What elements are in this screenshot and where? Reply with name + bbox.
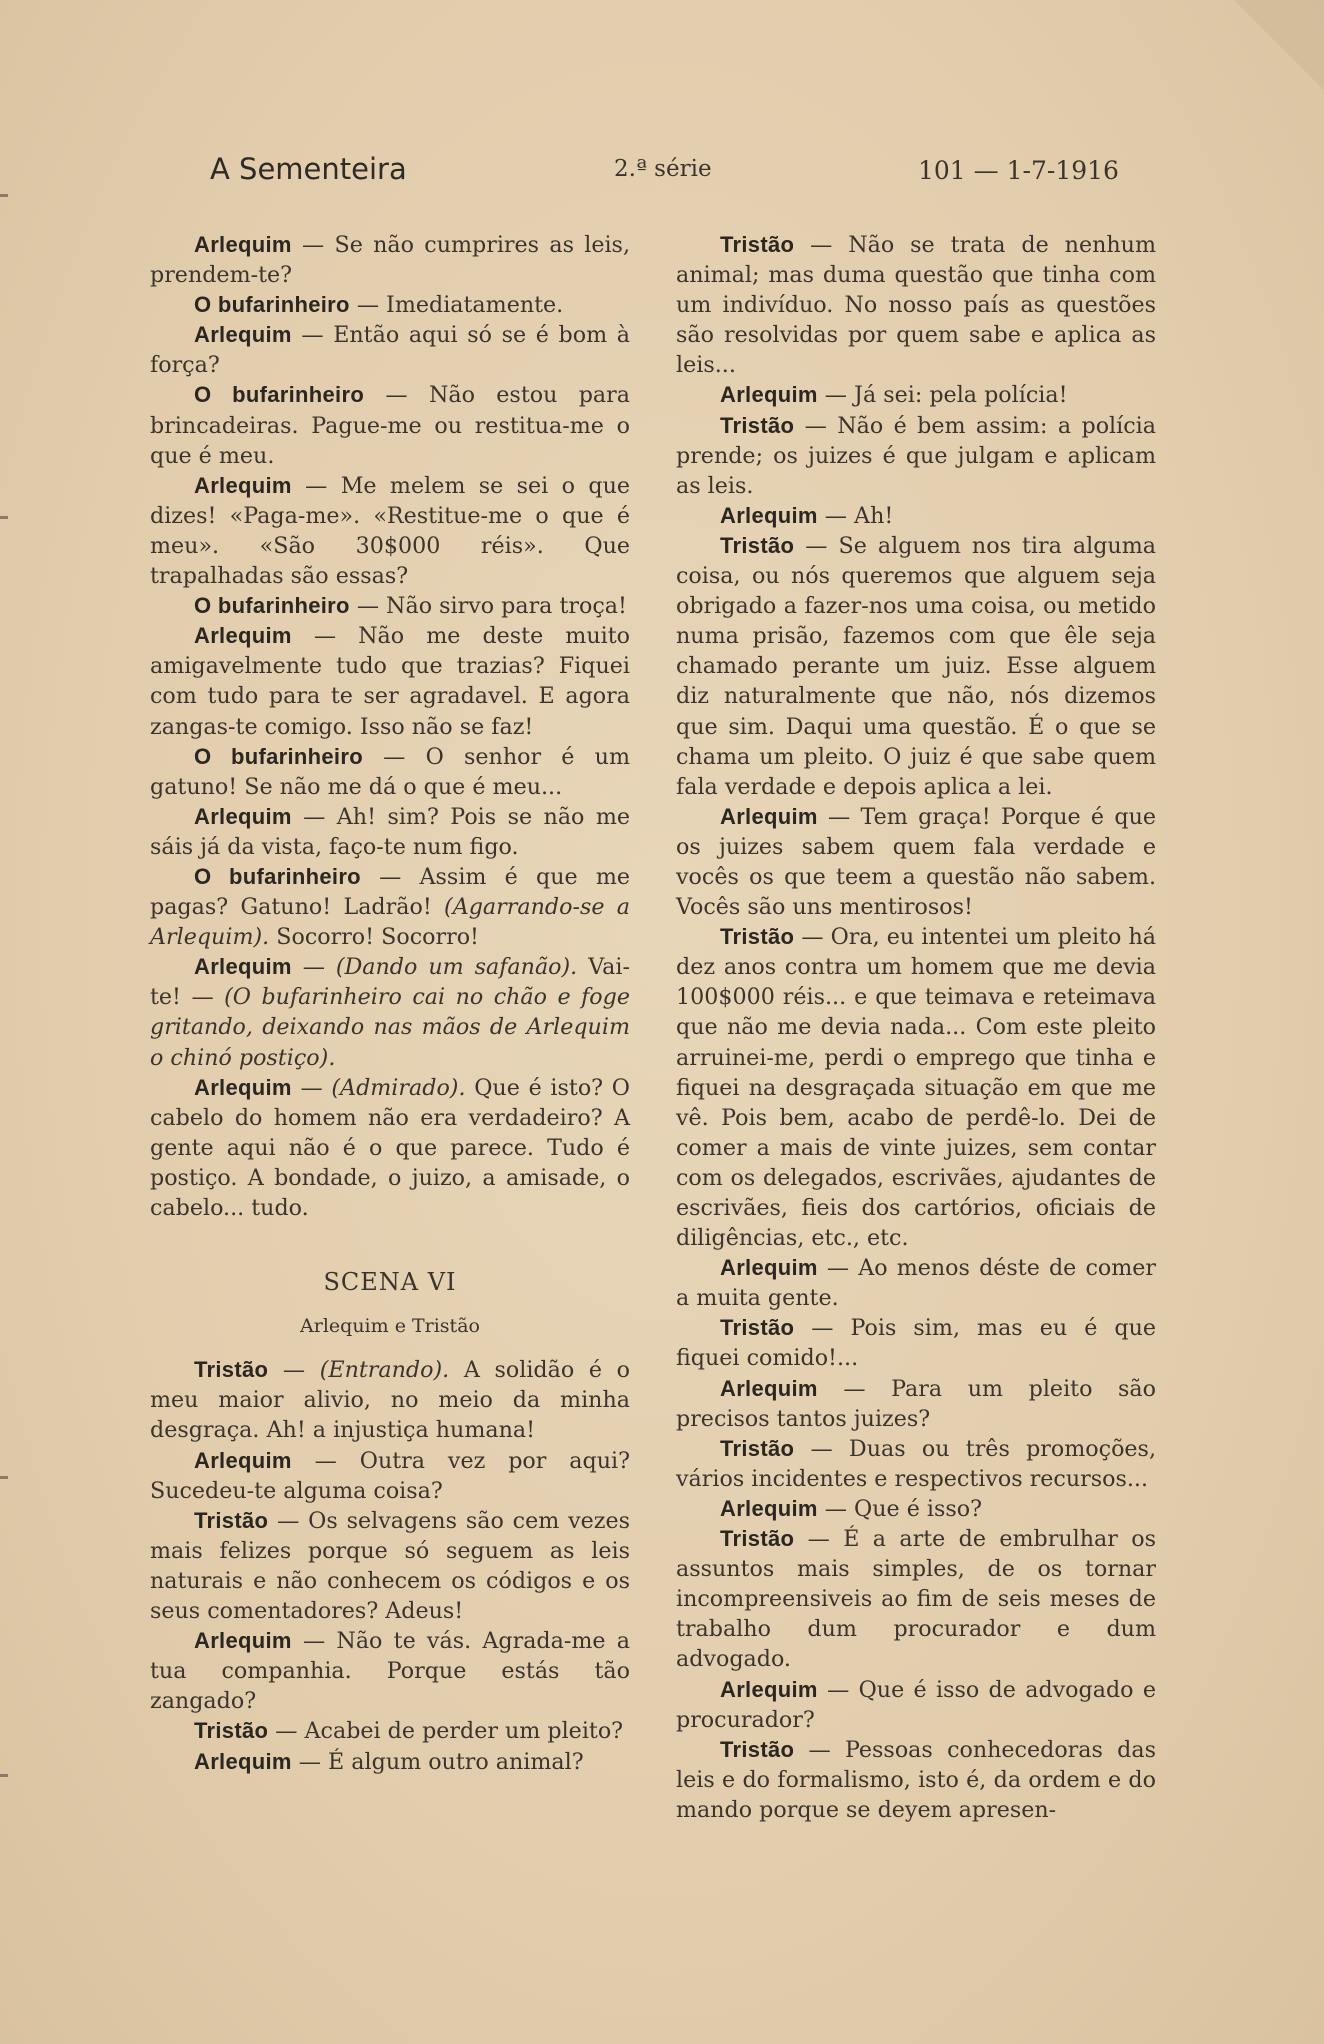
speaker-name: Tristão (720, 924, 795, 950)
dialogue-text: — É a arte de embrulhar os assuntos mais simples, de os tornar incompreensiveis ao fim de seis meses de trabalho dum procurador e dum advogado. (676, 1526, 1156, 1673)
speaker-name: Arlequim (720, 803, 818, 829)
dialogue-text: — Acabei de perder um pleito? (268, 1718, 624, 1745)
dialogue-paragraph (150, 320, 630, 380)
dialogue-paragraph (150, 1747, 630, 1777)
dialogue-paragraph (150, 1506, 630, 1626)
series-label: 2.ª série (614, 156, 712, 182)
binding-mark (0, 194, 8, 197)
speaker-name: Arlequim (720, 502, 818, 528)
dialogue-text: — Não se trata de nenhum animal; mas duma questão que tinha com um indivíduo. No nosso país as questões são resolvidas por quem sabe e aplica as leis... (676, 232, 1156, 379)
dialogue-paragraph (676, 501, 1156, 531)
speaker-name: Arlequim (194, 1447, 292, 1473)
dialogue-text: — Assim é que me pagas? Gatuno! Ladrão! (150, 863, 630, 921)
dialogue-paragraph (150, 471, 630, 591)
stage-direction: (Dando um safanão). (335, 954, 578, 981)
dialogue-text: — (291, 954, 336, 981)
dialogue-paragraph (676, 1313, 1156, 1373)
speaker-name: Arlequim (720, 1676, 818, 1702)
dialogue-text: — Pessoas conhecedoras das leis e do formalismo, isto é, da ordem e do mando porque se deyem apresen- (676, 1736, 1156, 1823)
speaker-name: Arlequim (194, 803, 292, 829)
stage-direction: (Agarrando-se a Arlequim). (150, 894, 630, 951)
dialogue-text: — Pois sim, mas eu é que fiquei comido!... (676, 1315, 1156, 1372)
dialogue-text: — Que é isso? (817, 1495, 983, 1522)
speaker-name: Tristão (194, 1357, 269, 1383)
dialogue-paragraph (150, 742, 630, 802)
speaker-name: Tristão (720, 1435, 795, 1461)
speaker-name: O bufarinheiro (194, 593, 350, 619)
dialogue-paragraph (676, 1374, 1156, 1434)
folded-corner (1234, 0, 1324, 90)
page-header (0, 152, 1324, 192)
speaker-name: O bufarinheiro (194, 382, 365, 408)
dialogue-text: — Imediatamente. (349, 292, 564, 319)
speaker-name: Arlequim (194, 954, 292, 980)
dialogue-text: Socorro! Socorro! (269, 924, 479, 951)
dialogue-text: — Que é isso de advogado e procurador? (676, 1676, 1156, 1733)
dialogue-paragraph (150, 1626, 630, 1716)
binding-mark (0, 516, 8, 519)
dialogue-text: — Se não cumprires as leis, prendem-te? (150, 232, 630, 289)
dialogue-text: — Os selvagens são cem vezes mais felizes porque só seguem as leis naturais e não conhecem os códigos e os seus comentadores? Adeus! (150, 1507, 630, 1625)
speaker-name: Arlequim (194, 1748, 292, 1774)
binding-mark (0, 1774, 8, 1777)
speaker-name: Tristão (194, 1507, 269, 1533)
speaker-name: Arlequim (720, 382, 818, 408)
speaker-name: Arlequim (194, 1628, 292, 1654)
dialogue-paragraph (676, 1434, 1156, 1494)
dialogue-text: — (291, 1074, 332, 1101)
stage-direction: (O bufarinheiro cai no chão e foge gritando, deixando nas mãos de Arlequim o chinó postiço). (150, 984, 630, 1071)
dialogue-paragraph (676, 1253, 1156, 1313)
speaker-name: Tristão (194, 1718, 269, 1744)
dialogue-paragraph (150, 952, 630, 1072)
stage-direction: (Admirado). (331, 1074, 466, 1101)
scene-cast: Arlequim e Tristão (300, 1315, 480, 1338)
dialogue-text: — Não te vás. Agrada-me a tua companhia. Porque estás tão zangado? (150, 1628, 630, 1715)
dialogue-text: — Me melem se sei o que dizes! «Paga-me». «Restitue-me o que é meu». «São 30$000 réis». Que trapalhadas são essas? (150, 472, 630, 590)
dialogue-text: — Não sirvo para troça! (349, 593, 627, 620)
dialogue-text: A solidão é o meu maior alivio, no meio da minha desgraça. Ah! a injustiça humana! (150, 1357, 630, 1444)
dialogue-paragraph (150, 591, 630, 621)
issue-number-date: 101 — 1-7-1916 (918, 156, 1119, 185)
dialogue-text: — Ah! sim? Pois se não me sáis já da vista, faço-te num figo. (150, 803, 630, 860)
scene-title: SCENA VI (323, 1268, 457, 1297)
speaker-name: Arlequim (194, 1074, 292, 1100)
speaker-name: Tristão (720, 232, 795, 257)
speaker-name: Arlequim (194, 232, 292, 257)
dialogue-paragraph (150, 802, 630, 862)
dialogue-paragraph (676, 411, 1156, 501)
dialogue-text: — O senhor é um gatuno! Se não me dá o que é meu... (150, 743, 630, 800)
speaker-name: Tristão (720, 1315, 795, 1341)
right-column (676, 230, 1156, 1825)
dialogue-paragraph (676, 802, 1156, 922)
speaker-name: Tristão (720, 532, 795, 558)
dialogue-text: — É algum outro animal? (291, 1748, 584, 1775)
dialogue-paragraph (676, 1735, 1156, 1825)
dialogue-text: — Ah! (817, 502, 894, 529)
dialogue-paragraph (150, 290, 630, 320)
dialogue-paragraph (676, 922, 1156, 1253)
dialogue-paragraph (150, 1446, 630, 1506)
speaker-name: Tristão (720, 412, 795, 438)
dialogue-text: — Não estou para brincadeiras. Pague-me ou restitua-me o que é meu. (150, 382, 630, 469)
dialogue-text: — Ora, eu intentei um pleito há dez anos contra um homem que me devia 100$000 réis... e que teimava e reteimava que não me devia nada... Com este pleito arruinei-me, perdi o emprego que tinha e fiquei na desgraçada situação em que me vê. Pois bem, acabo de perdê-lo. Dei de comer a mais de vinte juizes, sem contar com os delegados, escrivães, ajudantes de escrivães, fieis dos cartórios, oficiais de diligências, etc., etc. (676, 924, 1156, 1252)
dialogue-text: — Não é bem assim: a polícia prende; os juizes é que julgam e aplicam as leis. (676, 412, 1156, 499)
binding-mark (0, 1476, 8, 1479)
dialogue-text: — Ao menos déste de comer a muita gente. (676, 1255, 1156, 1312)
dialogue-text: — Então aqui só se é bom à força? (150, 322, 630, 379)
dialogue-text: — Duas ou três promoções, vários incidentes e respectivos recursos... (676, 1435, 1156, 1492)
dialogue-paragraph (150, 1716, 630, 1746)
speaker-name: Arlequim (194, 472, 292, 498)
speaker-name: O bufarinheiro (194, 863, 361, 889)
dialogue-text: Vai-te! — (150, 954, 631, 1011)
speaker-name: Arlequim (194, 322, 292, 348)
speaker-name: Tristão (720, 1736, 795, 1762)
speaker-name: Arlequim (720, 1375, 818, 1401)
dialogue-paragraph (150, 1073, 630, 1223)
dialogue-text: — Outra vez por aqui? Sucedeu-te alguma coisa? (150, 1447, 630, 1504)
dialogue-paragraph (150, 1355, 630, 1445)
speaker-name: Arlequim (720, 1495, 818, 1521)
dialogue-paragraph (676, 1524, 1156, 1674)
dialogue-paragraph (676, 230, 1156, 380)
dialogue-text: — Não me deste muito amigavelmente tudo que trazias? Fiquei com tudo para te ser agradavel. E agora zangas-te comigo. Isso não se faz! (150, 623, 630, 740)
publication-title: A Sementeira (210, 152, 407, 186)
dialogue-text: — Para um pleito são precisos tantos juizes? (676, 1375, 1156, 1432)
dialogue-paragraph (676, 380, 1156, 410)
dialogue-text: — Tem graça! Porque é que os juizes sabem quem fala verdade e vocês os que teem a questão não sabem. Vocês são uns mentirosos! (676, 803, 1156, 921)
speaker-name: Tristão (720, 1526, 795, 1552)
dialogue-paragraph (676, 531, 1156, 802)
dialogue-paragraph (150, 380, 630, 470)
dialogue-paragraph (676, 1675, 1156, 1735)
dialogue-text: — Já sei: pela polícia! (817, 382, 1068, 409)
speaker-name: O bufarinheiro (194, 743, 363, 769)
dialogue-text: — (268, 1357, 320, 1384)
speaker-name: O bufarinheiro (194, 292, 350, 318)
dialogue-text: — Se alguem nos tira alguma coisa, ou nós queremos que alguem seja obrigado a fazer-nos uma coisa, ou metido numa prisão, fazemos com que êle seja chamado perante um juiz. Esse alguem diz naturalmente que não, nós dizemos que sim. Daqui uma questão. É o que se chama um pleito. O juiz é que sabe quem fala verdade e depois aplica a lei. (676, 532, 1156, 800)
dialogue-paragraph (150, 862, 630, 952)
left-column (150, 230, 630, 1777)
dialogue-paragraph (150, 230, 630, 290)
stage-direction: (Entrando). (319, 1357, 450, 1384)
dialogue-paragraph (676, 1494, 1156, 1524)
speaker-name: Arlequim (194, 623, 292, 649)
dialogue-text: Que é isto? O cabelo do homem não era verdadeiro? A gente aqui não é o que parece. Tudo é postiço. A bondade, o juizo, a amisade, o cabelo... tudo. (150, 1074, 630, 1221)
dialogue-paragraph (150, 621, 630, 741)
speaker-name: Arlequim (720, 1255, 818, 1281)
